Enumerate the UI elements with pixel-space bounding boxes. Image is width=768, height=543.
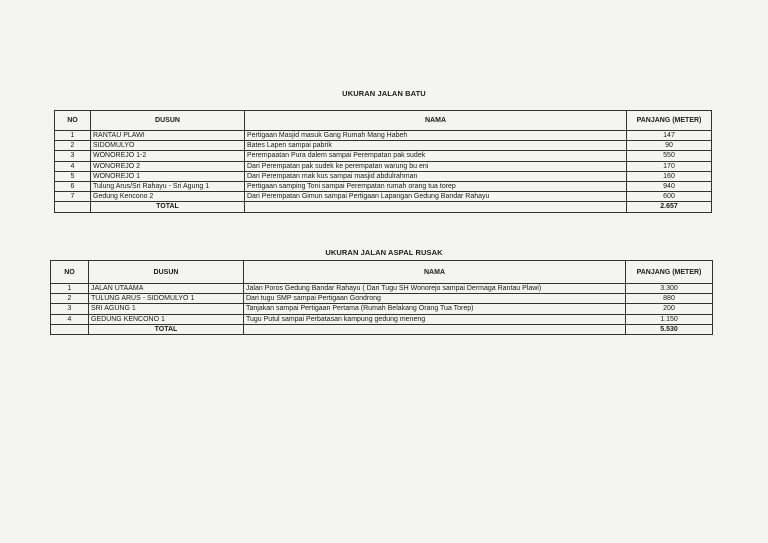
cell-no: 2 — [55, 141, 91, 151]
cell-nama: Jalan Poros Gedung Bandar Rahayu ( Dari Tugu SH Wonorejo sampai Dermaga Rantau Plawi) — [244, 284, 626, 294]
cell-nama: Dari Perempatan pak sudek ke perempatan warung bu eni — [245, 161, 627, 171]
cell-panjang: 3.300 — [626, 284, 713, 294]
total-row — [55, 202, 712, 212]
cell-no: 4 — [51, 314, 89, 324]
table-row — [55, 131, 712, 141]
table-row — [55, 181, 712, 191]
cell-dusun: WONOREJO 1-2 — [91, 151, 245, 161]
cell-no: 1 — [55, 131, 91, 141]
cell-dusun: RANTAU PLAWI — [91, 131, 245, 141]
cell-panjang: 147 — [627, 131, 712, 141]
table-row — [51, 294, 713, 304]
cell-no: 7 — [55, 192, 91, 202]
table2-title: UKURAN JALAN ASPAL RUSAK — [325, 248, 443, 257]
cell-dusun: GEDUNG KENCONO 1 — [89, 314, 244, 324]
table-row — [55, 171, 712, 181]
cell-dusun: Tulung Arus/Sri Rahayu - Sri Agung 1 — [91, 181, 245, 191]
header-dusun: DUSUN — [89, 261, 244, 284]
header-nama: NAMA — [244, 261, 626, 284]
cell-no: 5 — [55, 171, 91, 181]
total-row — [51, 324, 713, 334]
cell-empty — [55, 202, 91, 212]
cell-panjang: 880 — [626, 294, 713, 304]
header-no: NO — [51, 261, 89, 284]
total-value: 2.657 — [627, 202, 712, 212]
header-panjang: PANJANG (METER) — [627, 111, 712, 131]
cell-nama: Dari tugu SMP sampai Pertigaan Gondrong — [244, 294, 626, 304]
cell-panjang: 940 — [627, 181, 712, 191]
header-panjang: PANJANG (METER) — [626, 261, 713, 284]
cell-panjang: 600 — [627, 192, 712, 202]
cell-panjang: 170 — [627, 161, 712, 171]
header-dusun: DUSUN — [91, 111, 245, 131]
cell-panjang: 90 — [627, 141, 712, 151]
cell-nama: Bates Lapen sampai pabrik — [245, 141, 627, 151]
cell-empty — [245, 202, 627, 212]
cell-panjang: 200 — [626, 304, 713, 314]
cell-empty — [51, 324, 89, 334]
table-row — [55, 151, 712, 161]
table-row — [51, 284, 713, 294]
header-no: NO — [55, 111, 91, 131]
table-jalan-batu — [54, 110, 712, 213]
cell-dusun: JALAN UTAAMA — [89, 284, 244, 294]
cell-dusun: TULUNG ARUS - SIDOMULYO 1 — [89, 294, 244, 304]
cell-dusun: WONOREJO 1 — [91, 171, 245, 181]
cell-no: 4 — [55, 161, 91, 171]
cell-no: 1 — [51, 284, 89, 294]
cell-nama: Perempaatan Pura dalem sampai Perempatan pak sudek — [245, 151, 627, 161]
cell-nama: Dari Perempatan mak kus sampai masjid abdulrahman — [245, 171, 627, 181]
cell-dusun: SRI AGUNG 1 — [89, 304, 244, 314]
total-label: TOTAL — [91, 202, 245, 212]
header-nama: NAMA — [245, 111, 627, 131]
cell-empty — [244, 324, 626, 334]
cell-nama: Dari Perempatan Gimun sampai Pertigaan Lapangan Gedung Bandar Rahayu — [245, 192, 627, 202]
table-header-row — [51, 261, 713, 284]
cell-no: 6 — [55, 181, 91, 191]
cell-panjang: 550 — [627, 151, 712, 161]
total-label: TOTAL — [89, 324, 244, 334]
cell-no: 3 — [55, 151, 91, 161]
cell-dusun: SIDOMULYO — [91, 141, 245, 151]
cell-dusun: WONOREJO 2 — [91, 161, 245, 171]
table1-title: UKURAN JALAN BATU — [342, 89, 426, 98]
total-value: 5.530 — [626, 324, 713, 334]
cell-no: 2 — [51, 294, 89, 304]
table-row — [55, 161, 712, 171]
cell-nama: Tugu Putul sampai Perbatasan kampung gedung meneng — [244, 314, 626, 324]
table-row — [55, 192, 712, 202]
cell-nama: Pertigaan samping Toni sampai Perempatan rumah orang tua torep — [245, 181, 627, 191]
cell-nama: Pertigaan Masjid masuk Gang Rumah Mang Habeh — [245, 131, 627, 141]
cell-panjang: 1.150 — [626, 314, 713, 324]
cell-panjang: 160 — [627, 171, 712, 181]
table-jalan-aspal-rusak — [50, 260, 713, 335]
table-row — [51, 304, 713, 314]
table-row — [51, 314, 713, 324]
table-row — [55, 141, 712, 151]
cell-nama: Tanjakan sampai Pertigaan Pertama (Rumah Belakang Orang Tua Torep) — [244, 304, 626, 314]
cell-no: 3 — [51, 304, 89, 314]
cell-dusun: Gedung Kencono 2 — [91, 192, 245, 202]
table-header-row — [55, 111, 712, 131]
